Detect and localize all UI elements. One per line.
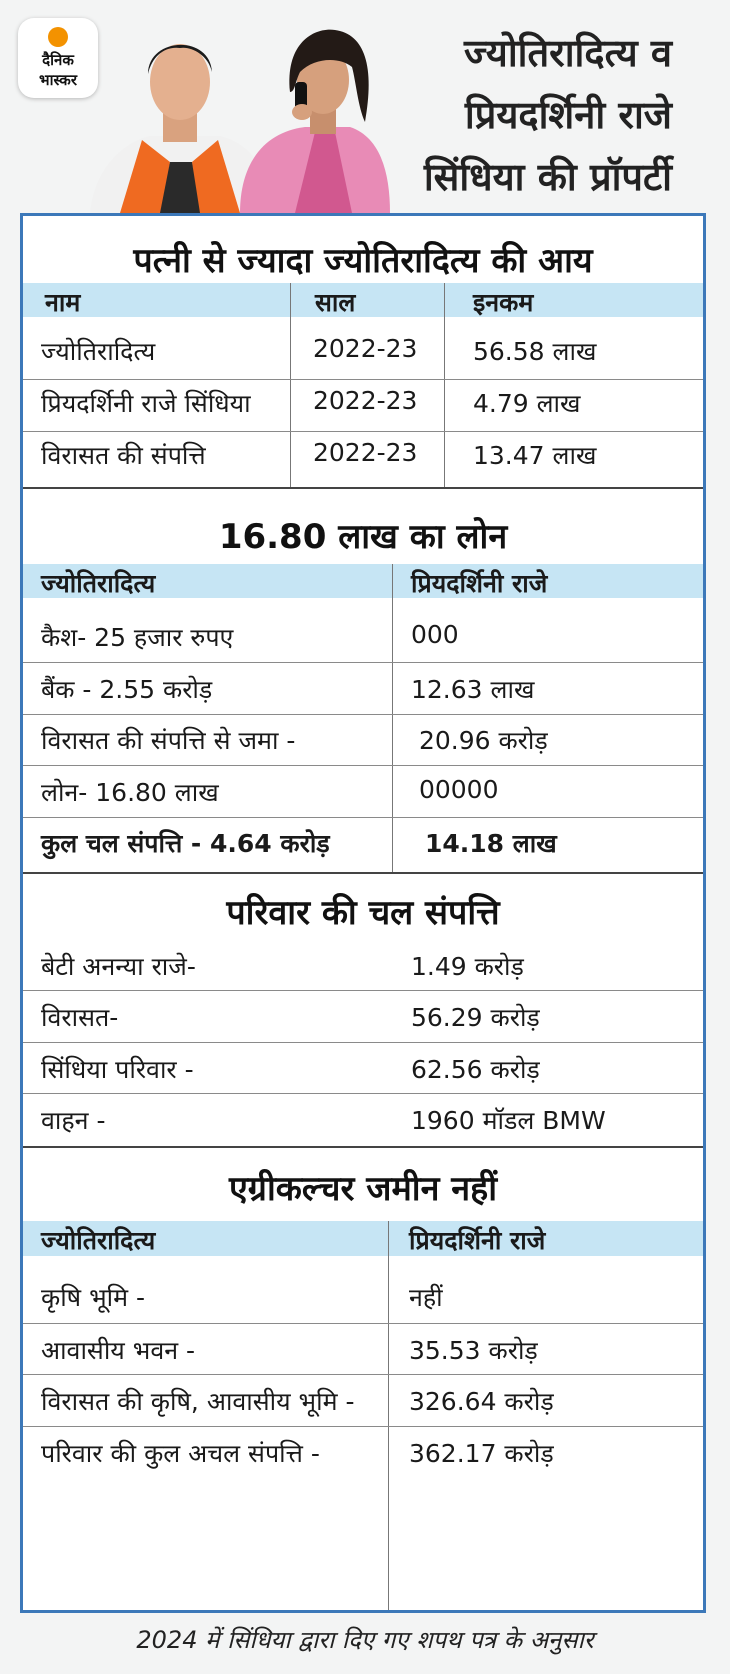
agri-header-row	[23, 1221, 703, 1256]
headline-line-3: सिंधिया की प्रॉपर्टी	[423, 155, 672, 199]
loan-header-jyotiraditya: ज्योतिरादित्य	[41, 569, 156, 598]
income-row-3-year: 2022-23	[313, 438, 418, 467]
agri-row-1-left: कृषि भूमि -	[41, 1283, 146, 1312]
logo-line-1: दैनिक	[42, 51, 74, 69]
income-row-3-income: 13.47 लाख	[473, 441, 597, 470]
header	[0, 0, 730, 213]
headline-line-2: प्रियदर्शिनी राजे	[464, 93, 672, 137]
loan-header-priyadarshini: प्रियदर्शिनी राजे	[411, 569, 548, 598]
headline	[372, 22, 672, 208]
loan-total-right: 14.18 लाख	[425, 829, 557, 858]
agri-row-3-left: विरासत की कृषि, आवासीय भूमि -	[41, 1387, 355, 1416]
agri-row-3-right: 326.64 करोड़	[409, 1387, 554, 1416]
agri-row-1-right: नहीं	[409, 1283, 443, 1312]
sun-icon	[48, 27, 68, 47]
income-header-row	[23, 283, 703, 317]
loan-total-left: कुल चल संपत्ति - 4.64 करोड़	[41, 829, 330, 858]
loan-row-1-left: कैश- 25 हजार रुपए	[41, 623, 234, 652]
family-row-4-right: 1960 मॉडल BMW	[411, 1106, 606, 1135]
income-row-2-income: 4.79 लाख	[473, 389, 581, 418]
loan-row-3-left: विरासत की संपत्ति से जमा -	[41, 726, 296, 755]
agri-header-jyotiraditya: ज्योतिरादित्य	[41, 1226, 156, 1255]
family-row-1-left: बेटी अनन्या राजे-	[41, 952, 196, 981]
income-row-2-year: 2022-23	[313, 386, 418, 415]
income-header-year: साल	[315, 288, 356, 317]
photo-woman	[240, 30, 390, 213]
source-footnote: 2024 में सिंधिया द्वारा दिए गए शपथ पत्र के अनुसार	[136, 1626, 594, 1654]
loan-row-1-right: 000	[411, 620, 459, 649]
income-header-name: नाम	[45, 288, 81, 317]
family-row-2-right: 56.29 करोड़	[411, 1003, 540, 1032]
income-row-1-income: 56.58 लाख	[473, 337, 597, 366]
loan-row-4-right: 00000	[411, 775, 499, 804]
agri-row-4-right: 362.17 करोड़	[409, 1439, 554, 1468]
income-row-1-name: ज्योतिरादित्य	[41, 337, 156, 366]
income-row-3-name: विरासत की संपत्ति	[41, 441, 206, 470]
loan-row-2-right: 12.63 लाख	[411, 675, 535, 704]
property-card	[20, 213, 706, 1613]
income-section-title: पत्नी से ज्यादा ज्योतिरादित्य की आय	[133, 241, 593, 281]
family-row-2-left: विरासत-	[41, 1003, 119, 1032]
agri-header-priyadarshini: प्रियदर्शिनी राजे	[409, 1226, 546, 1255]
loan-header-row	[23, 564, 703, 598]
family-row-3-right: 62.56 करोड़	[411, 1055, 540, 1084]
loan-row-4-left: लोन- 16.80 लाख	[41, 778, 219, 807]
headline-line-1: ज्योतिरादित्य व	[464, 31, 672, 75]
dainik-bhaskar-logo[interactable]	[18, 18, 98, 98]
loan-section-title: 16.80 लाख का लोन	[218, 517, 508, 557]
family-row-4-left: वाहन -	[41, 1106, 106, 1135]
logo-line-2: भास्कर	[39, 71, 77, 89]
family-section-title: परिवार की चल संपत्ति	[226, 893, 500, 933]
loan-row-2-left: बैंक - 2.55 करोड़	[41, 675, 213, 704]
agri-row-2-right: 35.53 करोड़	[409, 1336, 538, 1365]
income-row-2-name: प्रियदर्शिनी राजे सिंधिया	[41, 389, 251, 418]
agri-section-title: एग्रीकल्चर जमीन नहीं	[228, 1169, 498, 1209]
photo-jyotiraditya-and-priyadarshini	[90, 12, 410, 213]
agri-row-4-left: परिवार की कुल अचल संपत्ति -	[41, 1439, 320, 1468]
family-row-1-right: 1.49 करोड़	[411, 952, 524, 981]
loan-row-3-right: 20.96 करोड़	[411, 726, 548, 755]
agri-row-2-left: आवासीय भवन -	[41, 1336, 196, 1365]
family-row-3-left: सिंधिया परिवार -	[41, 1055, 194, 1084]
income-row-1-year: 2022-23	[313, 334, 418, 363]
income-header-income: इनकम	[473, 288, 534, 317]
